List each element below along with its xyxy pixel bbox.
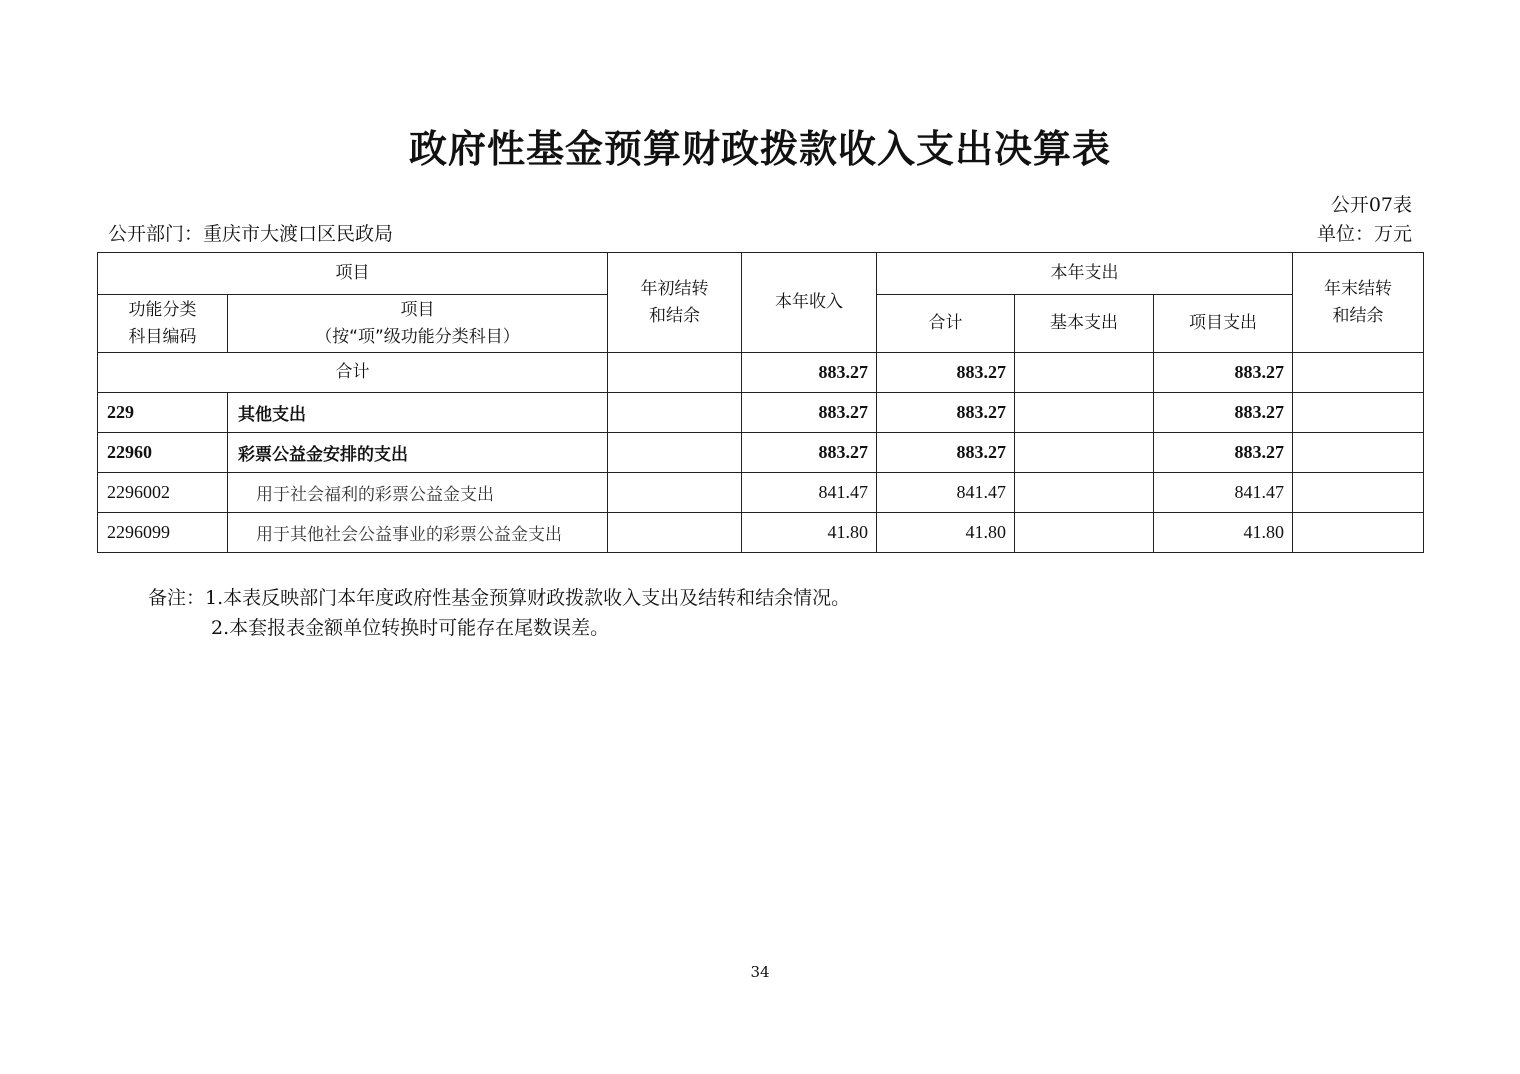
row-exp-project: 883.27 xyxy=(1154,433,1293,473)
total-exp-total: 883.27 xyxy=(877,353,1015,393)
row-exp-total: 883.27 xyxy=(877,393,1015,433)
page-number: 34 xyxy=(750,963,770,981)
row-closing xyxy=(1293,393,1424,433)
header-exp-basic: 基本支出 xyxy=(1015,295,1154,353)
table-row xyxy=(98,433,1424,473)
notes xyxy=(148,583,850,643)
department-name: 重庆市大渡口区民政局 xyxy=(203,223,394,245)
row-income: 841.47 xyxy=(742,473,877,513)
row-income: 883.27 xyxy=(742,433,877,473)
row-name: 其他支出 xyxy=(228,393,608,433)
table-row xyxy=(98,473,1424,513)
unit-value: 万元 xyxy=(1373,223,1412,245)
row-closing xyxy=(1293,433,1424,473)
row-exp-total: 41.80 xyxy=(877,513,1015,553)
header-code-line2: 科目编码 xyxy=(128,326,197,347)
page-title: 政府性基金预算财政拨款收入支出决算表 xyxy=(408,127,1111,171)
row-income: 883.27 xyxy=(742,393,877,433)
header-exp-project: 项目支出 xyxy=(1154,295,1293,353)
row-name: 彩票公益金安排的支出 xyxy=(228,433,608,473)
header-closing-line1: 年末结转 xyxy=(1324,278,1392,299)
row-opening xyxy=(608,393,742,433)
department-line xyxy=(108,219,393,246)
budget-table xyxy=(97,252,1424,553)
unit-line xyxy=(1317,219,1412,246)
header-name xyxy=(228,295,608,353)
row-code: 2296099 xyxy=(98,513,228,553)
total-row xyxy=(98,353,1424,393)
header-name-line2: （按“项”级功能分类科目） xyxy=(315,326,520,347)
total-income: 883.27 xyxy=(742,353,877,393)
form-number: 公开07表 xyxy=(1330,194,1412,216)
row-exp-basic xyxy=(1015,433,1154,473)
row-exp-project: 841.47 xyxy=(1154,473,1293,513)
header-opening-line1: 年初结转 xyxy=(640,278,709,299)
total-opening xyxy=(608,353,742,393)
row-exp-basic xyxy=(1015,393,1154,433)
row-exp-total: 841.47 xyxy=(877,473,1015,513)
header-closing-balance xyxy=(1293,253,1424,353)
header-name-line1: 项目 xyxy=(400,299,435,320)
department-label: 公开部门： xyxy=(108,223,204,245)
header-closing-line2: 和结余 xyxy=(1332,305,1384,326)
total-closing xyxy=(1293,353,1424,393)
row-name: 用于其他社会公益事业的彩票公益金支出 xyxy=(228,513,608,553)
row-code: 22960 xyxy=(98,433,228,473)
total-exp-project: 883.27 xyxy=(1154,353,1293,393)
row-exp-project: 883.27 xyxy=(1154,393,1293,433)
row-income: 41.80 xyxy=(742,513,877,553)
row-closing xyxy=(1293,513,1424,553)
total-exp-basic xyxy=(1015,353,1154,393)
header-expenditure: 本年支出 xyxy=(877,253,1293,295)
row-name: 用于社会福利的彩票公益金支出 xyxy=(228,473,608,513)
unit-label: 单位： xyxy=(1316,223,1374,245)
row-opening xyxy=(608,473,742,513)
row-code: 2296002 xyxy=(98,473,228,513)
row-exp-basic xyxy=(1015,473,1154,513)
header-item: 项目 xyxy=(98,253,608,295)
table-row xyxy=(98,513,1424,553)
row-code: 229 xyxy=(98,393,228,433)
header-exp-total: 合计 xyxy=(877,295,1015,353)
header-code-line1: 功能分类 xyxy=(128,299,197,320)
row-exp-project: 41.80 xyxy=(1154,513,1293,553)
table-row xyxy=(98,393,1424,433)
row-opening xyxy=(608,513,742,553)
row-exp-basic xyxy=(1015,513,1154,553)
header-opening-balance xyxy=(608,253,742,353)
header-code xyxy=(98,295,228,353)
total-label: 合计 xyxy=(98,353,608,393)
header-opening-line2: 和结余 xyxy=(649,305,700,326)
note-line-1: 备注：1.本表反映部门本年度政府性基金预算财政拨款收入支出及结转和结余情况。 xyxy=(148,587,851,609)
row-closing xyxy=(1293,473,1424,513)
row-exp-total: 883.27 xyxy=(877,433,1015,473)
note-line-2: 2.本套报表金额单位转换时可能存在尾数误差。 xyxy=(211,617,610,639)
row-opening xyxy=(608,433,742,473)
header-income: 本年收入 xyxy=(742,253,877,353)
